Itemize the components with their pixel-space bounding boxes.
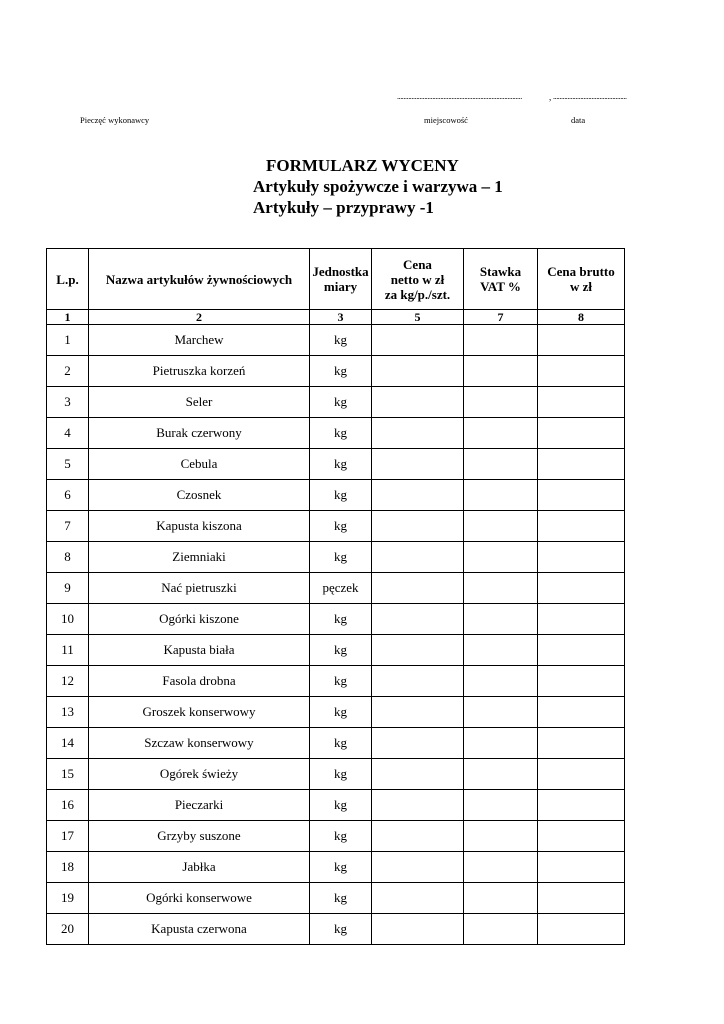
row-item-name: Szczaw konserwowy — [89, 728, 310, 759]
row-item-name: Groszek konserwowy — [89, 697, 310, 728]
row-net-price-cell[interactable] — [372, 852, 464, 883]
row-lp: 11 — [47, 635, 89, 666]
row-unit: kg — [310, 697, 372, 728]
row-lp: 4 — [47, 418, 89, 449]
row-vat-rate-cell[interactable] — [464, 759, 538, 790]
row-lp: 1 — [47, 325, 89, 356]
row-unit: kg — [310, 604, 372, 635]
form-subtitle-1: Artykuły spożywcze i warzywa – 1 — [253, 177, 503, 196]
row-item-name: Czosnek — [89, 480, 310, 511]
row-item-name: Ogórek świeży — [89, 759, 310, 790]
header-unit — [310, 249, 372, 310]
row-net-price-cell[interactable] — [372, 759, 464, 790]
header-vat-rate-line: VAT % — [480, 279, 521, 294]
form-subtitle-2: Artykuły – przyprawy -1 — [253, 198, 434, 217]
row-item-name: Kapusta biała — [89, 635, 310, 666]
row-item-name: Ogórki kiszone — [89, 604, 310, 635]
row-unit: kg — [310, 635, 372, 666]
column-number: 2 — [89, 310, 310, 325]
table-row — [47, 604, 625, 635]
table-body — [47, 325, 625, 945]
row-item-name: Seler — [89, 387, 310, 418]
row-net-price-cell[interactable] — [372, 356, 464, 387]
date-label: data — [571, 115, 586, 125]
header-unit-line: miary — [323, 279, 358, 294]
row-lp: 16 — [47, 790, 89, 821]
row-gross-price-cell[interactable] — [538, 573, 625, 604]
row-lp: 3 — [47, 387, 89, 418]
table-row — [47, 759, 625, 790]
row-net-price-cell[interactable] — [372, 604, 464, 635]
row-lp: 14 — [47, 728, 89, 759]
row-gross-price-cell[interactable] — [538, 759, 625, 790]
row-net-price-cell[interactable] — [372, 387, 464, 418]
column-number: 3 — [310, 310, 372, 325]
header-item-name-line: Nazwa artykułów żywnościowych — [105, 271, 293, 287]
row-vat-rate-cell[interactable] — [464, 914, 538, 945]
pricing-table — [46, 248, 625, 945]
row-vat-rate-cell[interactable] — [464, 821, 538, 852]
row-lp: 17 — [47, 821, 89, 852]
header-net-price-line: netto w zł — [390, 271, 445, 287]
row-lp: 9 — [47, 573, 89, 604]
row-item-name: Ogórki konserwowe — [89, 883, 310, 914]
row-gross-price-cell[interactable] — [538, 418, 625, 449]
table-row — [47, 511, 625, 542]
row-unit: kg — [310, 387, 372, 418]
row-unit: kg — [310, 356, 372, 387]
row-net-price-cell[interactable] — [372, 325, 464, 356]
row-net-price-cell[interactable] — [372, 449, 464, 480]
row-unit: kg — [310, 728, 372, 759]
table-row — [47, 728, 625, 759]
row-net-price-cell[interactable] — [372, 511, 464, 542]
row-item-name: Marchew — [89, 325, 310, 356]
column-number: 8 — [538, 310, 625, 325]
row-gross-price-cell[interactable] — [538, 604, 625, 635]
row-item-name: Ziemniaki — [89, 542, 310, 573]
row-gross-price-cell[interactable] — [538, 542, 625, 573]
table-row — [47, 418, 625, 449]
row-item-name: Kapusta kiszona — [89, 511, 310, 542]
table-row — [47, 697, 625, 728]
header-vat-rate — [464, 249, 538, 310]
row-vat-rate-cell[interactable] — [464, 542, 538, 573]
row-gross-price-cell[interactable] — [538, 728, 625, 759]
row-gross-price-cell[interactable] — [538, 883, 625, 914]
date-dotted-line[interactable]: .............................................. — [553, 92, 627, 101]
row-vat-rate-cell[interactable] — [464, 418, 538, 449]
row-lp: 8 — [47, 542, 89, 573]
row-gross-price-cell[interactable] — [538, 635, 625, 666]
row-vat-rate-cell[interactable] — [464, 666, 538, 697]
row-gross-price-cell[interactable] — [538, 325, 625, 356]
row-lp: 12 — [47, 666, 89, 697]
row-net-price-cell[interactable] — [372, 728, 464, 759]
table-row — [47, 635, 625, 666]
row-vat-rate-cell[interactable] — [464, 511, 538, 542]
row-vat-rate-cell[interactable] — [464, 325, 538, 356]
row-unit: kg — [310, 325, 372, 356]
header-gross-price-line: Cena brutto — [547, 264, 615, 279]
header-net-price-line: za kg/p./szt. — [384, 286, 451, 302]
row-item-name: Grzyby suszone — [89, 821, 310, 852]
table-row — [47, 883, 625, 914]
row-item-name: Jabłka — [89, 852, 310, 883]
row-gross-price-cell[interactable] — [538, 449, 625, 480]
row-unit: kg — [310, 883, 372, 914]
table-row — [47, 573, 625, 604]
row-unit: kg — [310, 449, 372, 480]
table-row — [47, 325, 625, 356]
row-gross-price-cell[interactable] — [538, 511, 625, 542]
row-vat-rate-cell[interactable] — [464, 852, 538, 883]
row-vat-rate-cell[interactable] — [464, 356, 538, 387]
row-unit: kg — [310, 790, 372, 821]
row-gross-price-cell[interactable] — [538, 852, 625, 883]
row-vat-rate-cell[interactable] — [464, 573, 538, 604]
row-net-price-cell[interactable] — [372, 480, 464, 511]
row-net-price-cell[interactable] — [372, 883, 464, 914]
row-net-price-cell[interactable] — [372, 418, 464, 449]
place-dotted-line[interactable]: .............................................................................. — [397, 92, 522, 101]
row-unit: kg — [310, 914, 372, 945]
table-row — [47, 790, 625, 821]
row-vat-rate-cell[interactable] — [464, 604, 538, 635]
row-vat-rate-cell[interactable] — [464, 449, 538, 480]
column-number: 7 — [464, 310, 538, 325]
header-unit-line: Jednostka — [312, 264, 369, 279]
row-lp: 15 — [47, 759, 89, 790]
table-row — [47, 821, 625, 852]
table-row — [47, 852, 625, 883]
row-vat-rate-cell[interactable] — [464, 387, 538, 418]
row-item-name: Cebula — [89, 449, 310, 480]
row-item-name: Pietruszka korzeń — [89, 356, 310, 387]
stamp-label: Pieczęć wykonawcy — [80, 115, 150, 125]
row-net-price-cell[interactable] — [372, 914, 464, 945]
table-header-row — [47, 249, 625, 310]
row-unit: kg — [310, 852, 372, 883]
row-lp: 6 — [47, 480, 89, 511]
row-gross-price-cell[interactable] — [538, 480, 625, 511]
row-lp: 2 — [47, 356, 89, 387]
row-vat-rate-cell[interactable] — [464, 635, 538, 666]
row-net-price-cell[interactable] — [372, 573, 464, 604]
row-gross-price-cell[interactable] — [538, 821, 625, 852]
row-item-name: Kapusta czerwona — [89, 914, 310, 945]
row-vat-rate-cell[interactable] — [464, 697, 538, 728]
row-lp: 18 — [47, 852, 89, 883]
table-row — [47, 914, 625, 945]
header-net-price — [372, 249, 464, 310]
row-net-price-cell[interactable] — [372, 666, 464, 697]
row-lp: 20 — [47, 914, 89, 945]
row-unit: kg — [310, 821, 372, 852]
row-gross-price-cell[interactable] — [538, 387, 625, 418]
table-row — [47, 542, 625, 573]
row-gross-price-cell[interactable] — [538, 697, 625, 728]
table-row — [47, 356, 625, 387]
table-row — [47, 387, 625, 418]
row-unit: kg — [310, 666, 372, 697]
header-lp-line: L.p. — [56, 271, 79, 287]
row-item-name: Burak czerwony — [89, 418, 310, 449]
row-unit: kg — [310, 542, 372, 573]
column-number-row — [47, 310, 625, 325]
row-net-price-cell[interactable] — [372, 697, 464, 728]
row-vat-rate-cell[interactable] — [464, 790, 538, 821]
row-unit: kg — [310, 418, 372, 449]
table-row — [47, 480, 625, 511]
header-gross-price — [538, 249, 625, 310]
row-vat-rate-cell[interactable] — [464, 883, 538, 914]
row-item-name: Fasola drobna — [89, 666, 310, 697]
header-net-price-line: Cena — [403, 256, 432, 272]
row-vat-rate-cell[interactable] — [464, 480, 538, 511]
place-date-separator: , — [549, 92, 552, 102]
row-gross-price-cell[interactable] — [538, 356, 625, 387]
row-gross-price-cell[interactable] — [538, 666, 625, 697]
place-label: miejscowość — [424, 115, 468, 125]
row-item-name: Nać pietruszki — [89, 573, 310, 604]
row-lp: 7 — [47, 511, 89, 542]
row-unit: kg — [310, 480, 372, 511]
header-lp — [47, 249, 89, 310]
column-number: 1 — [47, 310, 89, 325]
header-item-name — [89, 249, 310, 310]
row-unit: kg — [310, 511, 372, 542]
row-unit: kg — [310, 759, 372, 790]
row-net-price-cell[interactable] — [372, 542, 464, 573]
row-item-name: Pieczarki — [89, 790, 310, 821]
row-lp: 19 — [47, 883, 89, 914]
row-lp: 5 — [47, 449, 89, 480]
row-gross-price-cell[interactable] — [538, 790, 625, 821]
row-lp: 10 — [47, 604, 89, 635]
row-net-price-cell[interactable] — [372, 821, 464, 852]
table-row — [47, 666, 625, 697]
row-lp: 13 — [47, 697, 89, 728]
row-net-price-cell[interactable] — [372, 635, 464, 666]
column-number: 5 — [372, 310, 464, 325]
row-net-price-cell[interactable] — [372, 790, 464, 821]
row-vat-rate-cell[interactable] — [464, 728, 538, 759]
form-title: FORMULARZ WYCENY — [266, 156, 459, 175]
header-vat-rate-line: Stawka — [479, 264, 522, 279]
row-unit: pęczek — [310, 573, 372, 604]
header-gross-price-line: w zł — [569, 279, 593, 294]
row-gross-price-cell[interactable] — [538, 914, 625, 945]
table-row — [47, 449, 625, 480]
